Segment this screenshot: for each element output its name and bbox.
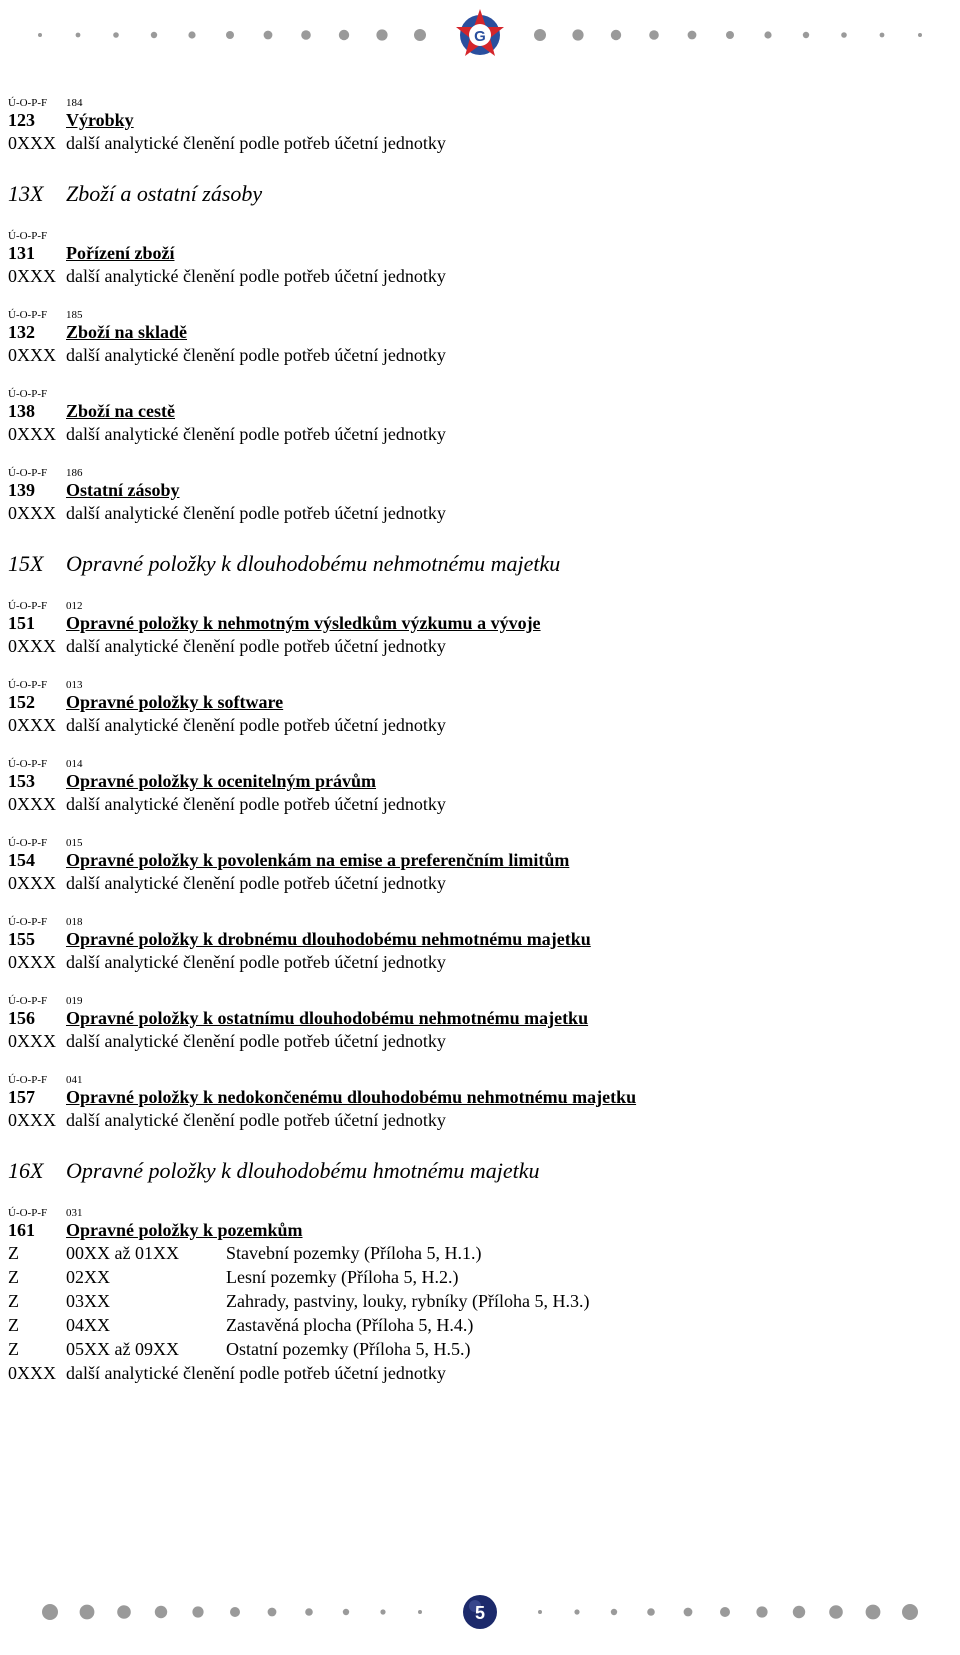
decorative-dot: [649, 30, 659, 40]
decorative-dot: [113, 32, 119, 38]
statement-tag: Ú-O-P-F: [8, 97, 48, 109]
account-number: 161: [8, 1220, 35, 1240]
analytic-description: další analytické členění podle potřeb účetní jednotky: [66, 715, 446, 735]
account-heading-underlined: [8, 322, 187, 342]
analytic-row: [8, 713, 948, 737]
analytic-code: 00XX až 01XX: [66, 1243, 179, 1263]
decorative-dot: [305, 1608, 313, 1616]
decorative-dot: [574, 1609, 579, 1614]
account-title: Ostatní zásoby: [66, 480, 180, 500]
account-meta: [8, 678, 948, 692]
decorative-dot: [226, 31, 234, 39]
statement-tag: Ú-O-P-F: [8, 679, 48, 691]
account-heading: [8, 771, 948, 792]
account-number: 123: [8, 110, 35, 130]
analytic-code: 03XX: [66, 1291, 110, 1311]
account-title: Výrobky: [66, 110, 134, 130]
account-number: 154: [8, 850, 35, 870]
account-heading: [8, 1008, 948, 1029]
account-heading: [8, 1220, 948, 1241]
analytic-level-row: [8, 1241, 948, 1265]
entry-spacer: [8, 658, 948, 678]
decorative-dot: [534, 29, 546, 41]
statement-tag: Ú-O-P-F: [8, 600, 48, 612]
analytic-code: 0XXX: [8, 503, 56, 523]
decorative-dot: [647, 1608, 655, 1616]
account-title: Opravné položky k ocenitelným právům: [66, 771, 377, 791]
account-number: 151: [8, 613, 35, 633]
decorative-dot: [902, 1604, 918, 1620]
entry-spacer: [8, 816, 948, 836]
account-entry: [8, 1073, 948, 1132]
account-heading: [8, 692, 948, 713]
section-title: Opravné položky k dlouhodobému nehmotnému majetku: [66, 551, 561, 576]
decorative-dot: [880, 33, 885, 38]
decorative-dot: [380, 1609, 385, 1614]
analytic-code: 02XX: [66, 1267, 110, 1287]
analytic-description: další analytické členění podle potřeb účetní jednotky: [66, 1031, 446, 1051]
reference-code: 184: [66, 97, 83, 109]
entry-spacer: [8, 895, 948, 915]
account-title: Zboží na skladě: [66, 322, 188, 342]
account-title: Opravné položky k nedokončenému dlouhodobému nehmotnému majetku: [66, 1087, 637, 1107]
statement-tag: Ú-O-P-F: [8, 995, 48, 1007]
account-heading-underlined: [8, 401, 175, 421]
analytic-code: 0XXX: [8, 1031, 56, 1051]
account-heading: [8, 401, 948, 422]
reference-code: 014: [66, 758, 83, 770]
analytic-description: další analytické členění podle potřeb účetní jednotky: [66, 1363, 446, 1383]
decorative-dot: [841, 32, 847, 38]
section-code: 13X: [8, 181, 44, 206]
decorative-dot: [684, 1608, 693, 1617]
account-meta: [8, 466, 948, 480]
account-heading-underlined: [8, 1008, 588, 1028]
statement-tag: Ú-O-P-F: [8, 1074, 48, 1086]
section-heading: [8, 549, 948, 579]
decorative-dot: [418, 1610, 422, 1614]
account-number: 139: [8, 480, 35, 500]
reference-code: 031: [66, 1207, 83, 1219]
svg-text:G: G: [474, 28, 486, 45]
account-entry: [8, 994, 948, 1053]
analytic-row: [8, 1029, 948, 1053]
analytic-code: 0XXX: [8, 266, 56, 286]
account-entry: [8, 308, 948, 367]
statement-tag: Ú-O-P-F: [8, 309, 48, 321]
statement-tag: Ú-O-P-F: [8, 758, 48, 770]
decorative-dot: [42, 1604, 58, 1620]
account-title: Opravné položky k software: [66, 692, 284, 712]
analytic-code: 0XXX: [8, 345, 56, 365]
decorative-dot: [264, 31, 273, 40]
account-meta: [8, 994, 948, 1008]
account-meta: [8, 1073, 948, 1087]
level-marker: Z: [8, 1315, 19, 1335]
analytic-description: další analytické členění podle potřeb účetní jednotky: [66, 794, 446, 814]
account-entry: [8, 229, 948, 288]
account-heading-underlined: [8, 692, 283, 712]
analytic-code: 0XXX: [8, 794, 56, 814]
account-heading: [8, 243, 948, 264]
statement-tag: Ú-O-P-F: [8, 230, 48, 242]
analytic-description: další analytické členění podle potřeb účetní jednotky: [66, 345, 446, 365]
account-heading: [8, 322, 948, 343]
statement-tag: Ú-O-P-F: [8, 837, 48, 849]
account-heading-underlined: [8, 850, 569, 870]
entry-spacer: [8, 446, 948, 466]
footer-decoration: [0, 1590, 960, 1650]
reference-code: 012: [66, 600, 83, 612]
reference-code: 041: [66, 1074, 83, 1086]
analytic-row: [8, 343, 948, 367]
decorative-dot: [155, 1606, 167, 1618]
analytic-code: 0XXX: [8, 952, 56, 972]
account-title: Pořízení zboží: [66, 243, 175, 263]
account-meta: [8, 1206, 948, 1220]
account-heading-underlined: [8, 613, 541, 633]
decorative-dot: [339, 30, 349, 40]
entry-spacer: [8, 737, 948, 757]
header-decoration: [0, 0, 960, 70]
analytic-description: další analytické členění podle potřeb účetní jednotky: [66, 952, 446, 972]
account-number: 152: [8, 692, 35, 712]
decorative-dot: [611, 1609, 617, 1615]
analytic-code: 0XXX: [8, 873, 56, 893]
account-title: Opravné položky k nehmotným výsledkům výzkumu a vývoje: [66, 613, 541, 633]
account-entry: [8, 1206, 948, 1385]
section-code: 15X: [8, 551, 44, 576]
account-heading: [8, 110, 948, 131]
decorative-dot: [76, 33, 81, 38]
analytic-row: [8, 264, 948, 288]
reference-code: 185: [66, 309, 83, 321]
analytic-code: 0XXX: [8, 133, 56, 153]
account-entry: [8, 387, 948, 446]
account-number: 138: [8, 401, 35, 421]
analytic-description: Stavební pozemky (Příloha 5, H.1.): [226, 1243, 482, 1263]
analytic-level-row: [8, 1337, 948, 1361]
decorative-dot: [918, 33, 922, 37]
analytic-level-row: [8, 1313, 948, 1337]
section-title: Opravné položky k dlouhodobému hmotnému majetku: [66, 1158, 540, 1183]
statement-tag: Ú-O-P-F: [8, 1207, 48, 1219]
analytic-description: další analytické členění podle potřeb účetní jednotky: [66, 424, 446, 444]
decorative-dot: [188, 31, 195, 38]
decorative-dot: [688, 31, 697, 40]
analytic-description: další analytické členění podle potřeb účetní jednotky: [66, 133, 446, 153]
account-heading-underlined: [8, 929, 591, 949]
entry-spacer: [8, 288, 948, 308]
decorative-dot: [230, 1607, 240, 1617]
page-footer: [0, 1590, 960, 1650]
decorative-dot: [38, 33, 42, 37]
account-heading-underlined: [8, 480, 180, 500]
account-entry: [8, 836, 948, 895]
entry-spacer: [8, 1053, 948, 1073]
page-number: 5: [474, 1603, 486, 1623]
account-meta: [8, 836, 948, 850]
decorative-dot: [301, 30, 311, 40]
analytic-level-row: [8, 1289, 948, 1313]
analytic-code: 0XXX: [8, 715, 56, 735]
decorative-dot: [829, 1605, 843, 1619]
decorative-dot: [192, 1606, 203, 1617]
decorative-dot: [151, 32, 157, 38]
account-number: 131: [8, 243, 35, 263]
decorative-dot: [538, 1610, 542, 1614]
level-marker: Z: [8, 1339, 19, 1359]
analytic-level-row: [8, 1265, 948, 1289]
account-title: Opravné položky k pozemkům: [66, 1220, 303, 1240]
account-heading-underlined: [8, 1087, 636, 1107]
analytic-description: další analytické členění podle potřeb účetní jednotky: [66, 503, 446, 523]
account-meta: [8, 599, 948, 613]
account-heading: [8, 480, 948, 501]
account-entry: [8, 466, 948, 525]
reference-code: 018: [66, 916, 83, 928]
decorative-dot: [414, 29, 426, 41]
analytic-description: Zastavěná plocha (Příloha 5, H.4.): [226, 1315, 474, 1335]
account-entry: [8, 678, 948, 737]
decorative-dot: [756, 1606, 767, 1617]
account-heading: [8, 1087, 948, 1108]
account-heading-underlined: [8, 771, 376, 791]
account-title: Opravné položky k drobnému dlouhodobému nehmotnému majetku: [66, 929, 591, 949]
account-meta: [8, 96, 948, 110]
entry-spacer: [8, 367, 948, 387]
decorative-dot: [803, 32, 809, 38]
account-entry: [8, 757, 948, 816]
decorative-dot: [268, 1608, 277, 1617]
decorative-dot: [572, 29, 583, 40]
analytic-code: 04XX: [66, 1315, 110, 1335]
reference-code: 019: [66, 995, 83, 1007]
analytic-code: 05XX až 09XX: [66, 1339, 179, 1359]
analytic-code: 0XXX: [8, 1110, 56, 1130]
analytic-row: [8, 422, 948, 446]
account-title: Opravné položky k ostatnímu dlouhodobému nehmotnému majetku: [66, 1008, 589, 1028]
section-title: Zboží a ostatní zásoby: [66, 181, 263, 206]
page-number-badge: [463, 1595, 497, 1629]
section-heading: [8, 1156, 948, 1186]
statement-tag: Ú-O-P-F: [8, 388, 48, 400]
account-title: Zboží na cestě: [66, 401, 175, 421]
analytic-description: Zahrady, pastviny, louky, rybníky (Příloha 5, H.3.): [226, 1291, 590, 1311]
account-number: 157: [8, 1087, 35, 1107]
entry-spacer: [8, 974, 948, 994]
account-number: 155: [8, 929, 35, 949]
account-number: 132: [8, 322, 35, 342]
account-meta: [8, 308, 948, 322]
account-heading: [8, 850, 948, 871]
account-heading: [8, 929, 948, 950]
reference-code: 013: [66, 679, 83, 691]
account-meta: [8, 915, 948, 929]
account-meta: [8, 757, 948, 771]
analytic-description: další analytické členění podle potřeb účetní jednotky: [66, 873, 446, 893]
decorative-dot: [866, 1605, 881, 1620]
decorative-dot: [611, 30, 621, 40]
analytic-code: 0XXX: [8, 1363, 56, 1383]
reference-code: 015: [66, 837, 83, 849]
analytic-description: další analytické členění podle potřeb účetní jednotky: [66, 266, 446, 286]
analytic-row: [8, 1108, 948, 1132]
analytic-row: [8, 634, 948, 658]
analytic-row: [8, 131, 948, 155]
analytic-description: další analytické členění podle potřeb účetní jednotky: [66, 636, 446, 656]
decorative-dot: [793, 1606, 805, 1618]
account-heading-underlined: [8, 110, 134, 130]
decorative-dot: [764, 31, 771, 38]
logo-icon: [456, 9, 504, 56]
account-title: Opravné položky k povolenkám na emise a preferenčním limitům: [66, 850, 570, 870]
level-marker: Z: [8, 1291, 19, 1311]
analytic-row: [8, 501, 948, 525]
account-number: 156: [8, 1008, 35, 1028]
account-entry: [8, 915, 948, 974]
section-code: 16X: [8, 1158, 44, 1183]
decorative-dot: [726, 31, 734, 39]
account-meta: [8, 229, 948, 243]
analytic-description: Lesní pozemky (Příloha 5, H.2.): [226, 1267, 459, 1287]
level-marker: Z: [8, 1243, 19, 1263]
analytic-row: [8, 950, 948, 974]
section-heading: [8, 179, 948, 209]
analytic-code: 0XXX: [8, 424, 56, 444]
analytic-row: [8, 1361, 948, 1385]
decorative-dot: [117, 1605, 131, 1619]
decorative-dot: [80, 1605, 95, 1620]
account-number: 153: [8, 771, 35, 791]
page-header: [0, 0, 960, 70]
account-entry: [8, 96, 948, 155]
analytic-row: [8, 871, 948, 895]
account-heading: [8, 613, 948, 634]
account-heading-underlined: [8, 1220, 303, 1240]
analytic-row: [8, 792, 948, 816]
level-marker: Z: [8, 1267, 19, 1287]
statement-tag: Ú-O-P-F: [8, 467, 48, 479]
analytic-description: Ostatní pozemky (Příloha 5, H.5.): [226, 1339, 471, 1359]
analytic-code: 0XXX: [8, 636, 56, 656]
decorative-dot: [376, 29, 387, 40]
statement-tag: Ú-O-P-F: [8, 916, 48, 928]
reference-code: 186: [66, 467, 83, 479]
account-entry: [8, 599, 948, 658]
decorative-dot: [343, 1609, 349, 1615]
account-list: [8, 96, 948, 1385]
analytic-description: další analytické členění podle potřeb účetní jednotky: [66, 1110, 446, 1130]
decorative-dot: [720, 1607, 730, 1617]
account-meta: [8, 387, 948, 401]
account-heading-underlined: [8, 243, 174, 263]
